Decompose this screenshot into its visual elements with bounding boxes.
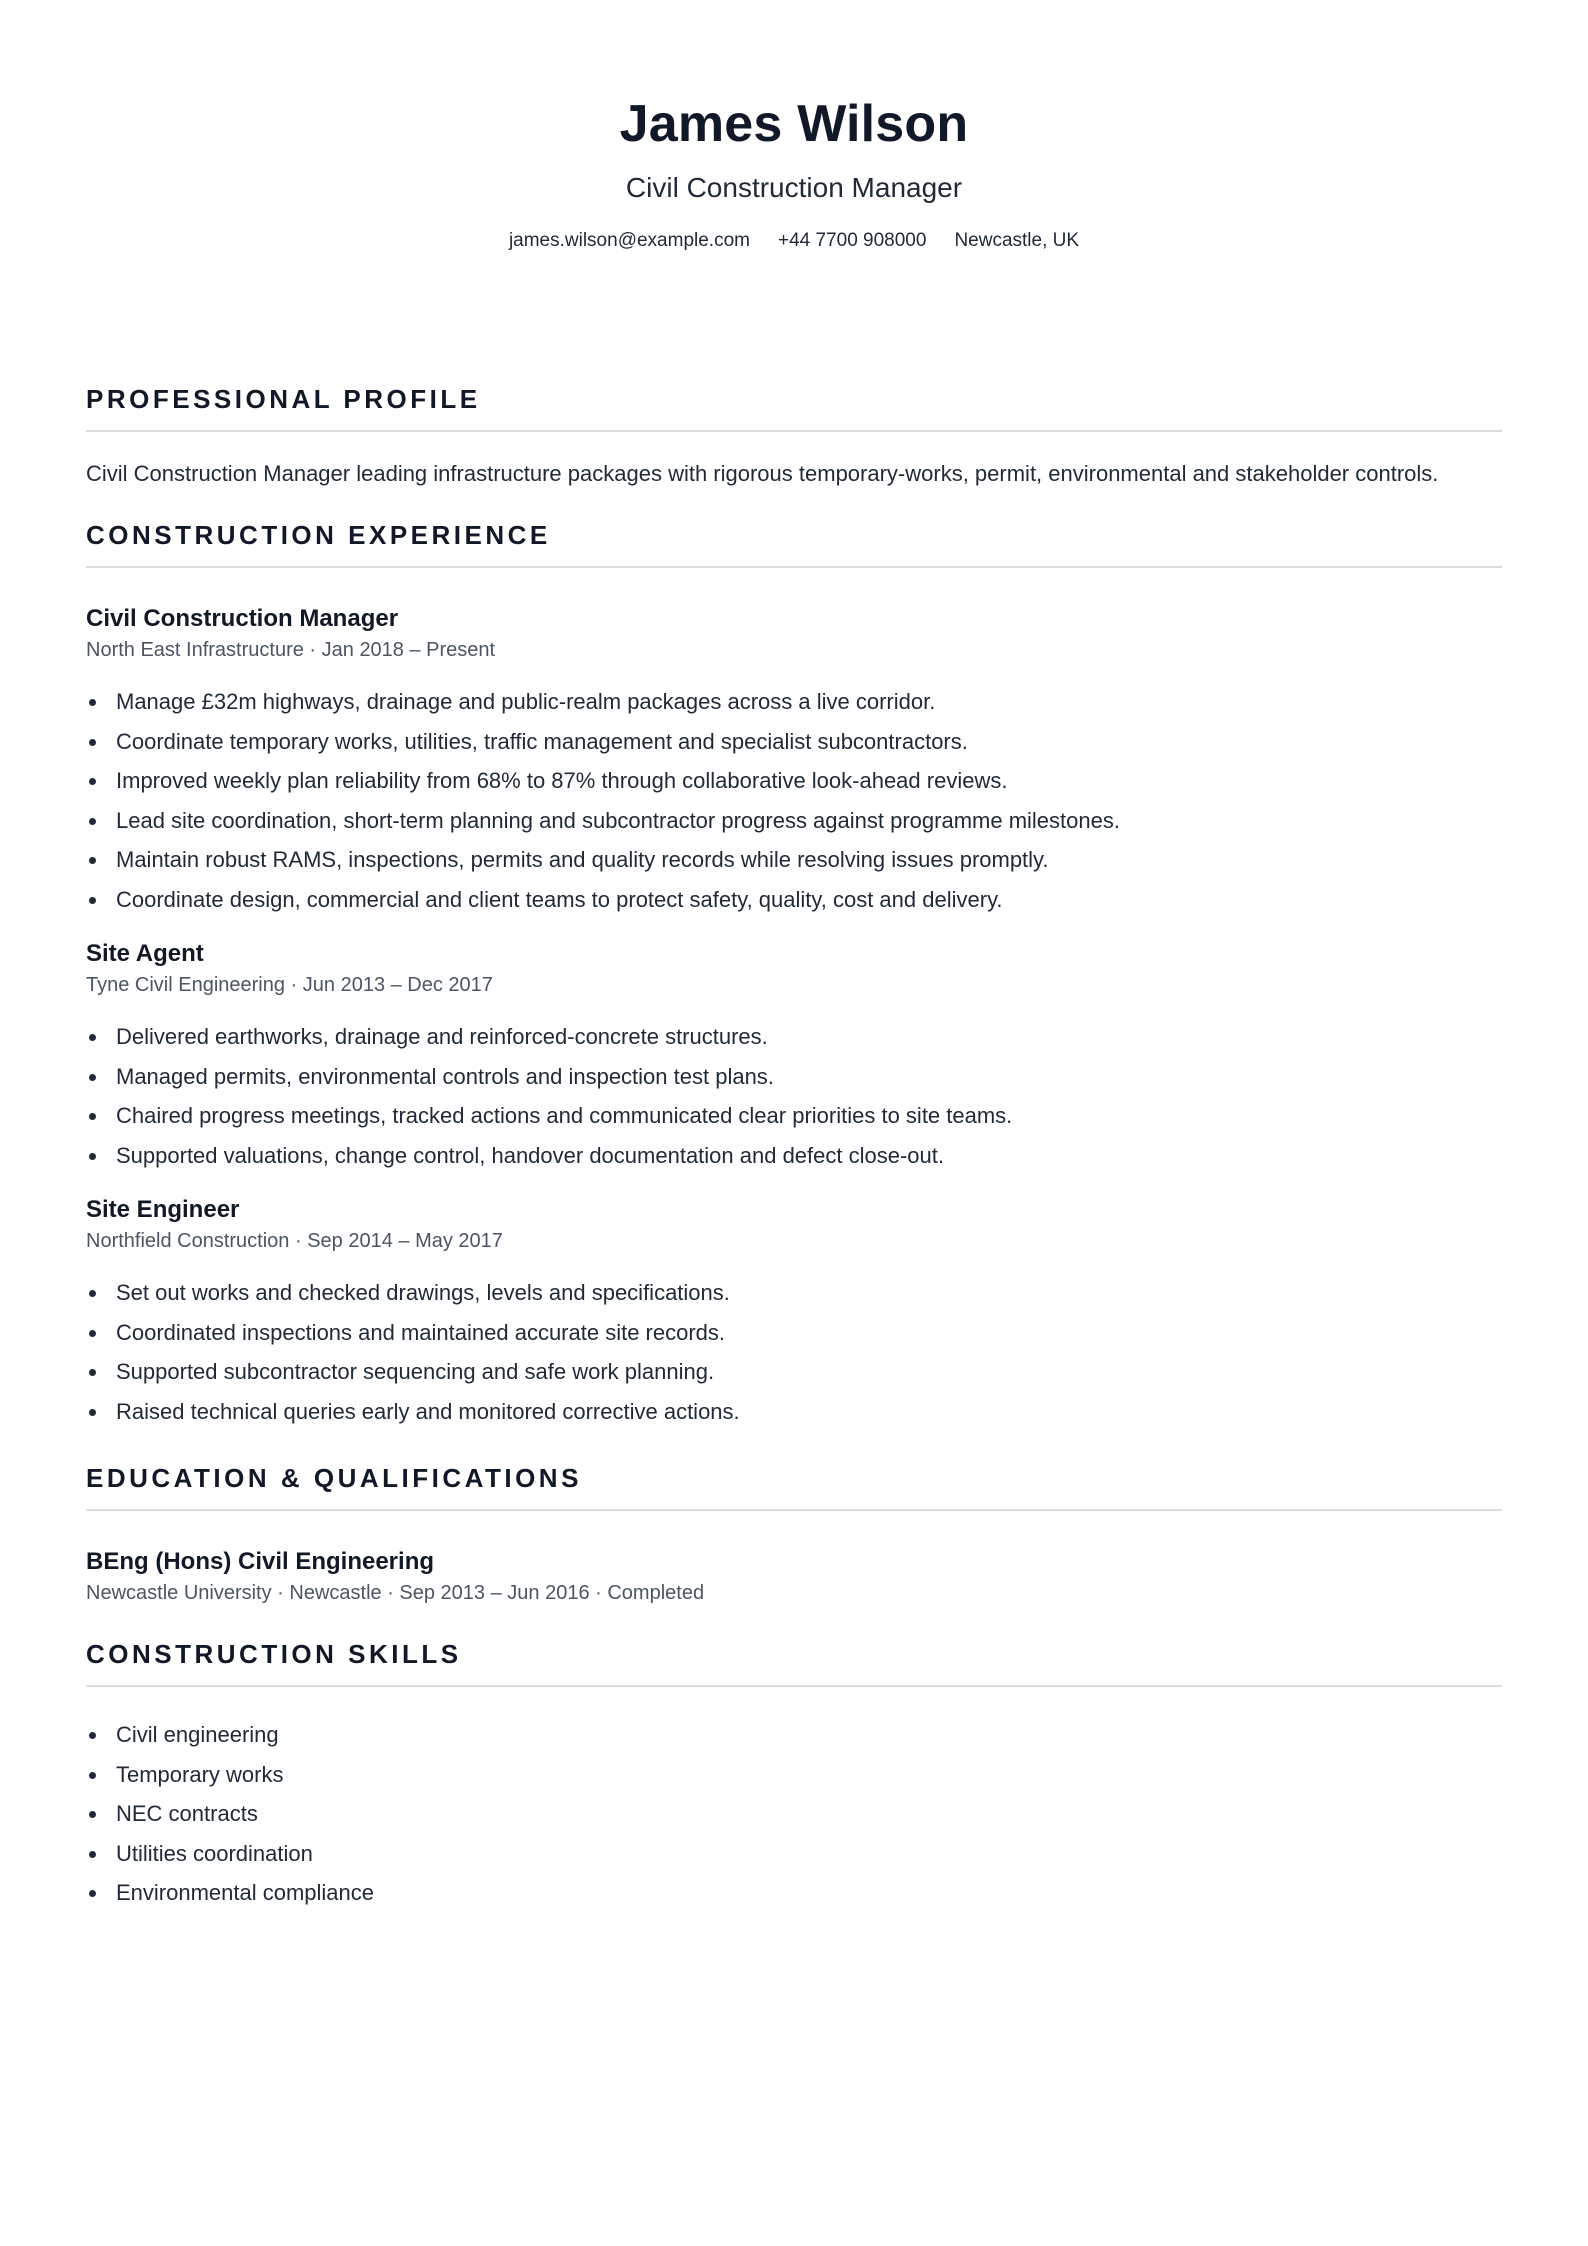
job-bullet: Delivered earthworks, drainage and reinforced-concrete structures. xyxy=(86,1017,1502,1057)
contact-phone[interactable]: +44 7700 908000 xyxy=(777,230,927,251)
job-meta: Tyne Civil Engineering · Jun 2013 – Dec 2017 xyxy=(86,974,493,996)
skill-item: Civil engineering xyxy=(86,1715,1502,1755)
job-entry xyxy=(86,939,1502,1175)
section-title-experience: CONSTRUCTION EXPERIENCE xyxy=(86,518,1502,568)
job-bullet: Set out works and checked drawings, levels and specifications. xyxy=(86,1273,1502,1313)
contact-location: Newcastle, UK xyxy=(954,230,1080,251)
skill-item: NEC contracts xyxy=(86,1794,1502,1834)
job-bullet: Coordinated inspections and maintained accurate site records. xyxy=(86,1313,1502,1353)
job-bullets xyxy=(86,1017,1502,1175)
job-bullet: Raised technical queries early and monitored corrective actions. xyxy=(86,1392,1502,1432)
job-bullets xyxy=(86,1273,1502,1431)
job-bullet: Chaired progress meetings, tracked actions and communicated clear priorities to site teams. xyxy=(86,1096,1502,1136)
profile-summary: Civil Construction Manager leading infrastructure packages with rigorous temporary-works, permit, environmental and stakeholder controls. xyxy=(86,461,1439,486)
job-bullet: Supported subcontractor sequencing and safe work planning. xyxy=(86,1352,1502,1392)
job-entry xyxy=(86,1195,1502,1431)
job-bullet: Manage £32m highways, drainage and public-realm packages across a live corridor. xyxy=(86,682,1502,722)
skill-item: Utilities coordination xyxy=(86,1834,1502,1874)
job-role: Site Engineer xyxy=(86,1196,240,1223)
education-section xyxy=(86,1461,1502,1607)
skill-item: Environmental compliance xyxy=(86,1873,1502,1913)
job-bullet: Coordinate temporary works, utilities, traffic management and specialist subcontractors. xyxy=(86,722,1502,762)
job-meta: Northfield Construction · Sep 2014 – May 2017 xyxy=(86,1230,503,1252)
job-bullet: Coordinate design, commercial and client teams to protect safety, quality, cost and delivery. xyxy=(86,880,1502,920)
job-meta: North East Infrastructure · Jan 2018 – Present xyxy=(86,639,496,661)
experience-section xyxy=(86,518,1502,1431)
resume-header xyxy=(86,0,1502,254)
skills-list xyxy=(86,1715,1502,1913)
section-title-skills: CONSTRUCTION SKILLS xyxy=(86,1637,1502,1687)
job-bullet: Improved weekly plan reliability from 68% to 87% through collaborative look-ahead reviews. xyxy=(86,761,1502,801)
job-bullet: Supported valuations, change control, handover documentation and defect close-out. xyxy=(86,1136,1502,1176)
contact-info xyxy=(86,228,1502,254)
job-role: Civil Construction Manager xyxy=(86,605,399,632)
candidate-headline: Civil Construction Manager xyxy=(625,172,963,203)
job-bullets xyxy=(86,682,1502,919)
job-entry xyxy=(86,604,1502,919)
education-meta: Newcastle University · Newcastle · Sep 2013 – Jun 2016 · Completed xyxy=(86,1582,705,1604)
contact-email[interactable]: james.wilson@example.com xyxy=(508,230,750,251)
section-title-education: EDUCATION & QUALIFICATIONS xyxy=(86,1461,1502,1511)
job-bullet: Maintain robust RAMS, inspections, permits and quality records while resolving issues promptly. xyxy=(86,840,1502,880)
job-role: Site Agent xyxy=(86,940,204,967)
job-bullet: Lead site coordination, short-term planning and subcontractor progress against programme milestones. xyxy=(86,801,1502,841)
section-title-profile: PROFESSIONAL PROFILE xyxy=(86,382,1502,432)
education-degree: BEng (Hons) Civil Engineering xyxy=(86,1548,435,1575)
skill-item: Temporary works xyxy=(86,1755,1502,1795)
candidate-name: James Wilson xyxy=(619,95,969,153)
education-entry xyxy=(86,1547,1502,1607)
job-bullet: Managed permits, environmental controls and inspection test plans. xyxy=(86,1057,1502,1097)
skills-section xyxy=(86,1637,1502,1913)
profile-section xyxy=(86,382,1502,490)
